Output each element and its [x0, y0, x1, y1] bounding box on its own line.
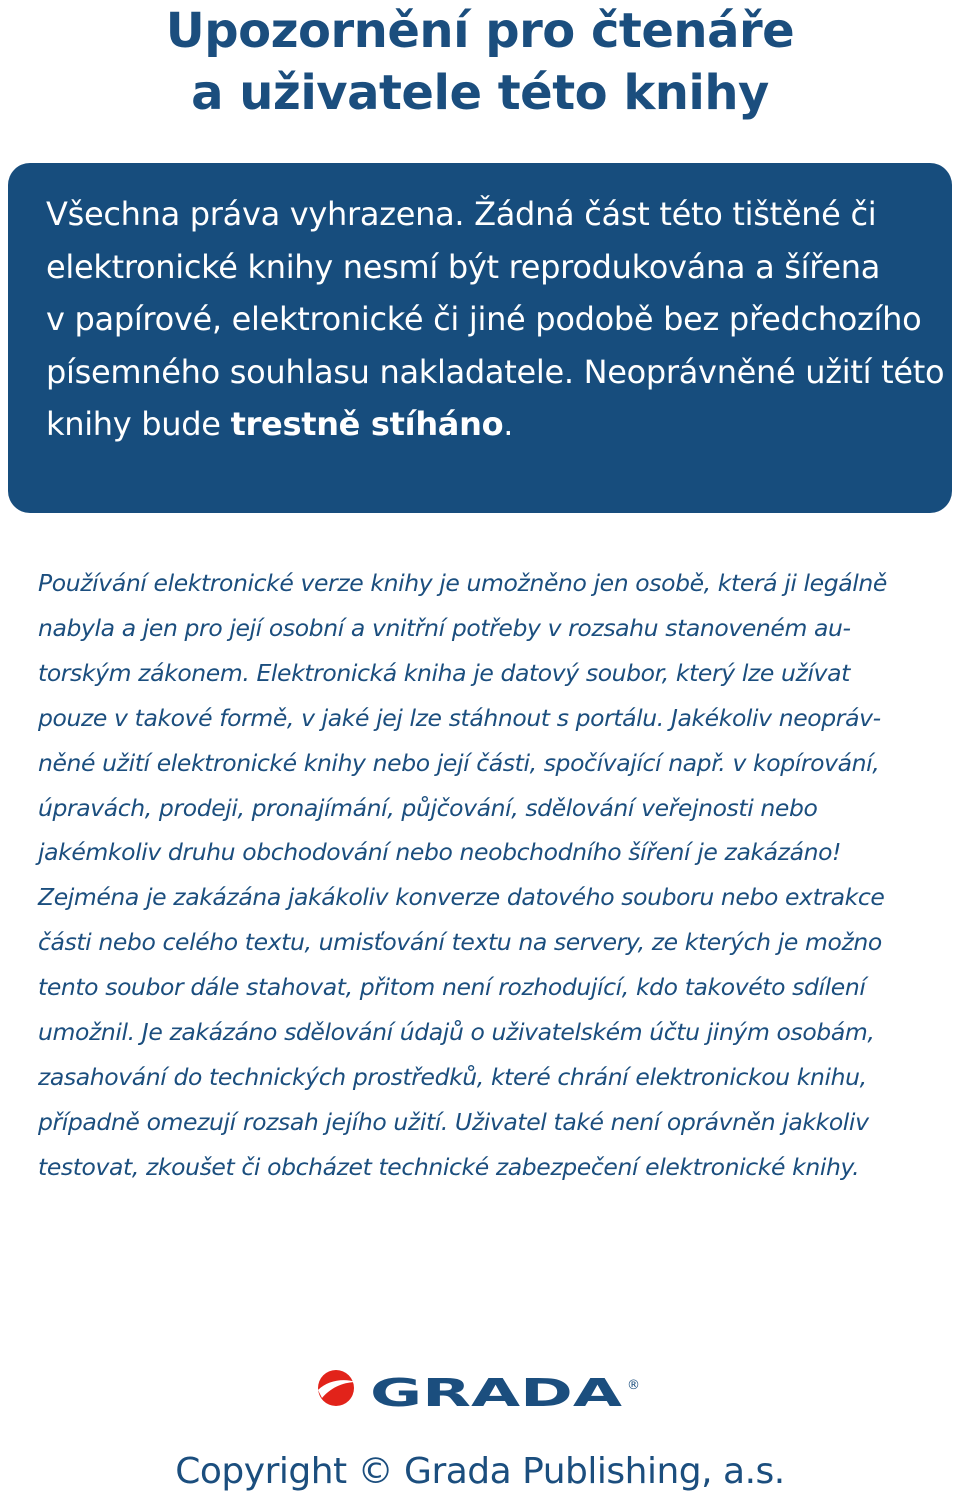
notice-line: písemného souhlasu nakladatele. Neoprávněné užití této: [46, 352, 945, 391]
terms-line: úpravách, prodeji, pronajímání, půjčování, sdělování veřejnosti nebo: [38, 793, 818, 822]
rights-notice-box: [8, 163, 952, 513]
terms-line: torským zákonem. Elektronická kniha je datový soubor, který lze užívat: [38, 658, 850, 687]
notice-prosecution-emphasis: trestně stíháno: [230, 405, 504, 443]
terms-line: Zejména je zakázána jakákoliv konverze datového souboru nebo extrakce: [38, 883, 885, 912]
terms-line: části nebo celého textu, umisťování textu na servery, ze kterých je možno: [38, 928, 882, 957]
notice-last-suffix: .: [503, 405, 514, 443]
copyright-notice: Copyright © Grada Publishing, a.s.: [175, 1451, 785, 1492]
terms-line: testovat, zkoušet či obcházet technické zabezpečení elektronické knihy.: [38, 1152, 860, 1181]
terms-line: Používání elektronické verze knihy je umožněno jen osobě, která ji legálně: [38, 569, 887, 597]
grada-logo: [318, 1368, 648, 1414]
terms-line: zasahování do technických prostředků, které chrání elektronickou knihu,: [38, 1062, 867, 1091]
page-title: [0, 0, 960, 124]
terms-line: umožnil. Je zakázáno sdělování údajů o uživatelském účtu jiným osobám,: [38, 1018, 875, 1047]
logo-ball-icon: [318, 1370, 356, 1406]
terms-line: něné užití elektronické knihy nebo její části, spočívající např. v kopírování,: [38, 748, 880, 777]
grada-logo-svg: [318, 1368, 648, 1414]
notice-line: v papírové, elektronické či jiné podobě bez předchozího: [46, 300, 922, 338]
notice-last-prefix: knihy bude: [46, 405, 231, 443]
logo-wordmark: GRADA: [370, 1371, 623, 1414]
terms-line: tento soubor dále stahovat, přitom není rozhodující, kdo takovéto sdílení: [38, 973, 866, 1002]
ebook-usage-terms: [38, 561, 938, 1190]
notice-line: elektronické knihy nesmí být reprodukována a šířena: [46, 247, 881, 286]
terms-line: nabyla a jen pro její osobní a vnitřní potřeby v rozsahu stanoveném au-: [38, 613, 851, 642]
title-line-2: a uživatele této knihy: [191, 65, 769, 121]
notice-line: Všechna práva vyhrazena. Žádná část této tištěné či: [46, 195, 877, 233]
terms-line: jakémkoliv druhu obchodování nebo neobchodního šíření je zakázáno!: [38, 838, 842, 867]
terms-line: případně omezují rozsah jejího užití. Uživatel také není oprávněn jakkoliv: [38, 1107, 869, 1136]
title-line-1: Upozornění pro čtenáře: [165, 3, 795, 59]
terms-line: pouze v takové formě, v jaké jej lze stáhnout s portálu. Jakékoliv neopráv-: [38, 703, 881, 732]
notice-line-last: [46, 398, 932, 451]
logo-registered-mark: ®: [627, 1378, 640, 1393]
